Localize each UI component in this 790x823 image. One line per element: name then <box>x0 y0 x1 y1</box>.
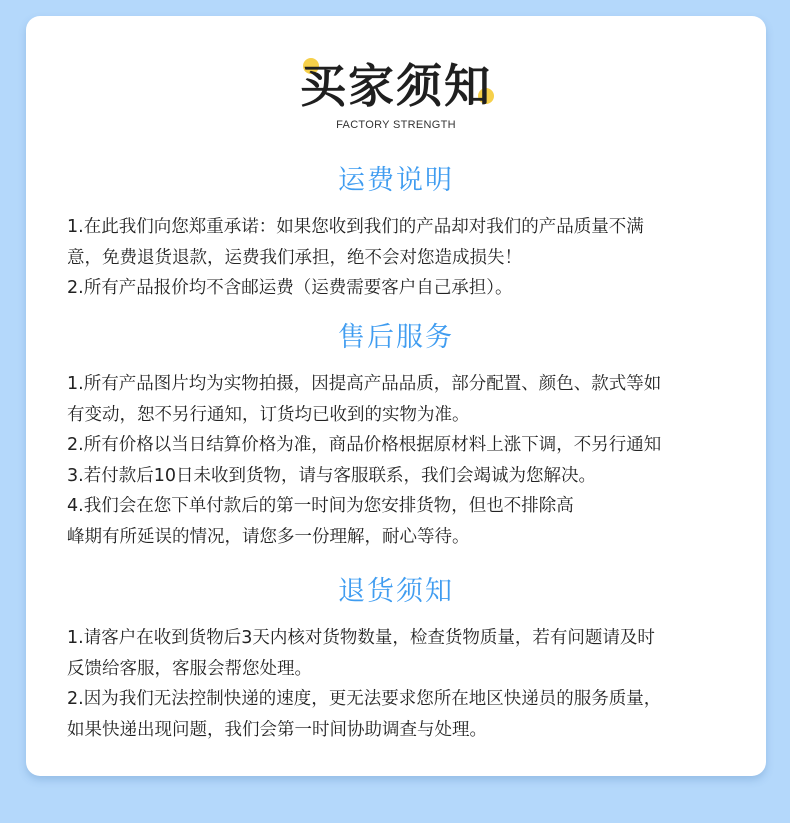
body-line: 2.所有产品报价均不含邮运费（运费需要客户自己承担）。 <box>67 278 513 298</box>
body-line: 1.请客户在收到货物后3天内核对货物数量，检查货物质量，若有问题请及时 <box>67 628 655 648</box>
body-line: 意，免费退货退款，运费我们承担，绝不会对您造成损失！ <box>67 247 522 268</box>
section-heading-returns: 退货须知 <box>338 576 454 607</box>
body-line: 3.若付款后10日未收到货物，请与客服联系，我们会竭诚为您解决。 <box>67 465 596 486</box>
section-heading-shipping: 运费说明 <box>338 165 454 196</box>
body-line: 反馈给客服，客服会帮您处理。 <box>67 658 312 679</box>
body-line: 如果快递出现问题，我们会第一时间协助调查与处理。 <box>67 719 487 740</box>
body-line: 峰期有所延误的情况，请您多一份理解，耐心等待。 <box>67 526 470 547</box>
section-body-returns <box>67 623 747 745</box>
body-line: 有变动，恕不另行通知，订货均已收到的实物为准。 <box>67 404 470 425</box>
body-line: 4.我们会在您下单付款后的第一时间为您安排货物，但也不排除高 <box>67 496 574 516</box>
section-heading-after-sales: 售后服务 <box>338 322 454 353</box>
body-line: 2.所有价格以当日结算价格为准，商品价格根据原材料上涨下调，不另行通知 <box>67 435 662 455</box>
body-line: 2.因为我们无法控制快递的速度，更无法要求您所在地区快递员的服务质量， <box>67 689 662 709</box>
body-line: 1.所有产品图片均为实物拍摄，因提高产品品质，部分配置、颜色、款式等如 <box>67 374 662 394</box>
section-body-after-sales <box>67 369 747 552</box>
body-line: 1.在此我们向您郑重承诺：如果您收到我们的产品却对我们的产品质量不满 <box>67 217 644 237</box>
section-body-shipping <box>67 212 747 304</box>
page-subtitle: FACTORY STRENGTH <box>336 119 456 131</box>
title-block <box>26 56 766 126</box>
page-title: 买家须知 <box>300 59 492 113</box>
notice-card <box>26 16 766 776</box>
